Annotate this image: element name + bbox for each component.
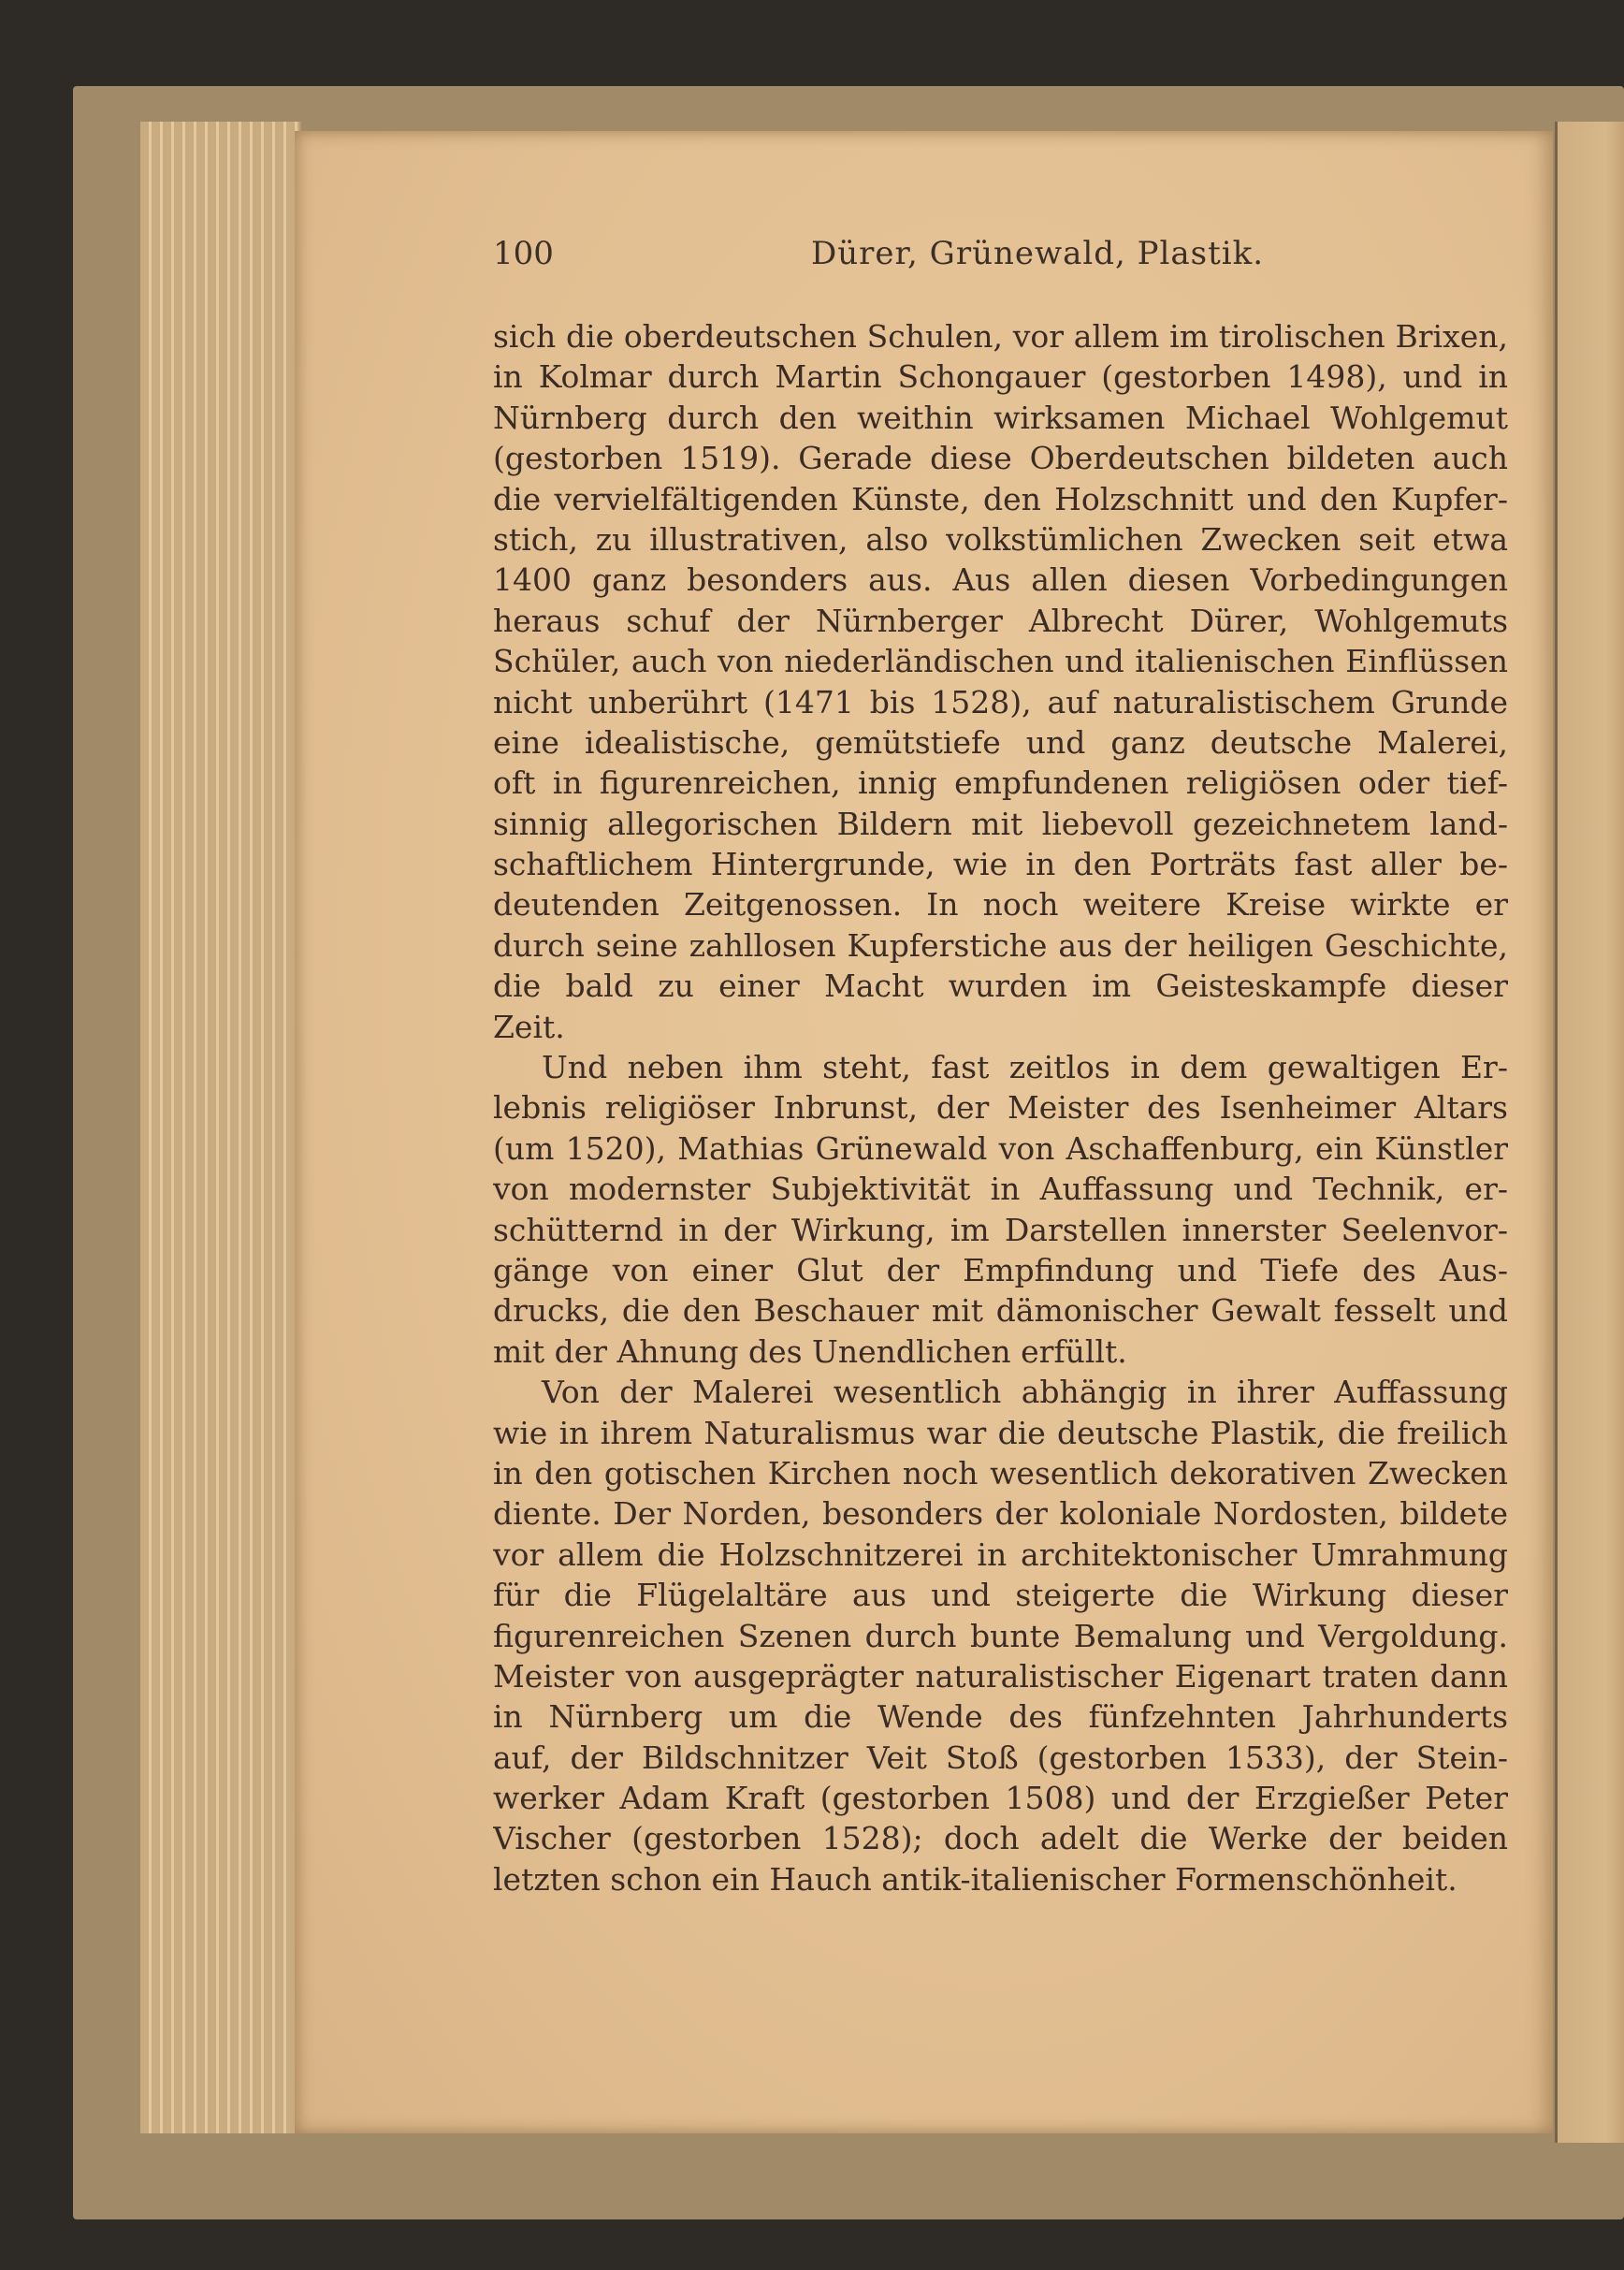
text-line: sich die oberdeutschen Schulen, vor allem im tirolischen Brixen, <box>493 318 1508 355</box>
text-line: stich, zu illustrativen, also volkstümlichen Zwecken seit etwa <box>493 520 1508 558</box>
text-line: werker Adam Kraft (gestorben 1508) und der Erzgießer Peter <box>493 1780 1508 1817</box>
text-line: (gestorben 1519). Gerade diese Oberdeutschen bildeten auch <box>493 440 1508 477</box>
paragraph-start-line: Und neben ihm steht, fast zeitlos in dem gewaltigen Er- <box>542 1049 1508 1086</box>
text-line: heraus schuf der Nürnberger Albrecht Dürer, Wohlgemuts <box>493 602 1508 639</box>
text-line: Vischer (gestorben 1528); doch adelt die Werke der beiden <box>493 1820 1508 1857</box>
facing-page-edge <box>1555 122 1624 2143</box>
text-line: auf, der Bildschnitzer Veit Stoß (gestorben 1533), der Stein- <box>493 1739 1508 1776</box>
text-line: von modernster Subjektivität in Auffassung und Technik, er- <box>493 1171 1508 1208</box>
page-number: 100 <box>493 235 554 272</box>
text-line: schütternd in der Wirkung, im Darstellen innerster Seelenvor- <box>493 1211 1508 1248</box>
text-line: oft in figurenreichen, innig empfundenen religiösen oder tief- <box>493 764 1508 802</box>
text-line: gänge von einer Glut der Empfindung und Tiefe des Aus- <box>493 1251 1508 1288</box>
text-line: in Kolmar durch Martin Schongauer (gestorben 1498), und in <box>493 358 1508 396</box>
running-head: Dürer, Grünewald, Plastik. <box>811 235 1265 272</box>
text-line: in Nürnberg um die Wende des fünfzehnten Jahrhunderts <box>493 1698 1508 1736</box>
text-line: die bald zu einer Macht wurden im Geisteskampfe dieser <box>493 968 1508 1005</box>
text-line: Meister von ausgeprägter naturalistischer Eigenart traten dann <box>493 1657 1508 1695</box>
paragraph-end-line: letzten schon ein Hauch antik-italienischer Formenschönheit. <box>493 1860 1457 1898</box>
text-line: die vervielfältigenden Künste, den Holzschnitt und den Kupfer- <box>493 480 1508 517</box>
paragraph-end-line: Zeit. <box>493 1008 565 1045</box>
text-line: sinnig allegorischen Bildern mit liebevoll gezeichnetem land- <box>493 805 1508 842</box>
text-line: drucks, die den Beschauer mit dämonischer Gewalt fesselt und <box>493 1292 1508 1330</box>
text-line: nicht unberührt (1471 bis 1528), auf naturalistischem Grunde <box>493 683 1508 720</box>
text-line: für die Flügelaltäre aus und steigerte die Wirkung dieser <box>493 1577 1508 1614</box>
text-line: Nürnberg durch den weithin wirksamen Michael Wohlgemut <box>493 399 1508 436</box>
paragraph-end-line: mit der Ahnung des Unendlichen erfüllt. <box>493 1332 1127 1370</box>
text-line: 1400 ganz besonders aus. Aus allen diesen Vorbedingungen <box>493 561 1508 599</box>
text-line: deutenden Zeitgenossen. In noch weitere Kreise wirkte er <box>493 886 1508 924</box>
paragraph-start-line: Von der Malerei wesentlich abhängig in ihrer Auffassung <box>542 1374 1508 1411</box>
page-edges <box>140 122 301 2133</box>
body-text <box>493 316 1508 1899</box>
text-line: wie in ihrem Naturalismus war die deutsche Plastik, die freilich <box>493 1414 1508 1451</box>
text-line: vor allem die Holzschnitzerei in architektonischer Umrahmung <box>493 1535 1508 1573</box>
text-line: diente. Der Norden, besonders der koloniale Nordosten, bildete <box>493 1495 1508 1533</box>
text-line: eine idealistische, gemütstiefe und ganz deutsche Malerei, <box>493 723 1508 761</box>
text-line: in den gotischen Kirchen noch wesentlich dekorativen Zwecken <box>493 1454 1508 1492</box>
text-line: Schüler, auch von niederländischen und italienischen Einflüssen <box>493 643 1508 680</box>
text-line: schaftlichem Hintergrunde, wie in den Porträts fast aller be- <box>493 846 1508 883</box>
text-line: durch seine zahllosen Kupferstiche aus der heiligen Geschichte, <box>493 926 1508 964</box>
text-line: lebnis religiöser Inbrunst, der Meister des Isenheimer Altars <box>493 1089 1508 1127</box>
text-line: (um 1520), Mathias Grünewald von Aschaffenburg, ein Künstler <box>493 1129 1508 1167</box>
text-line: figurenreichen Szenen durch bunte Bemalung und Vergoldung. <box>493 1617 1508 1654</box>
page-header <box>493 235 1508 282</box>
